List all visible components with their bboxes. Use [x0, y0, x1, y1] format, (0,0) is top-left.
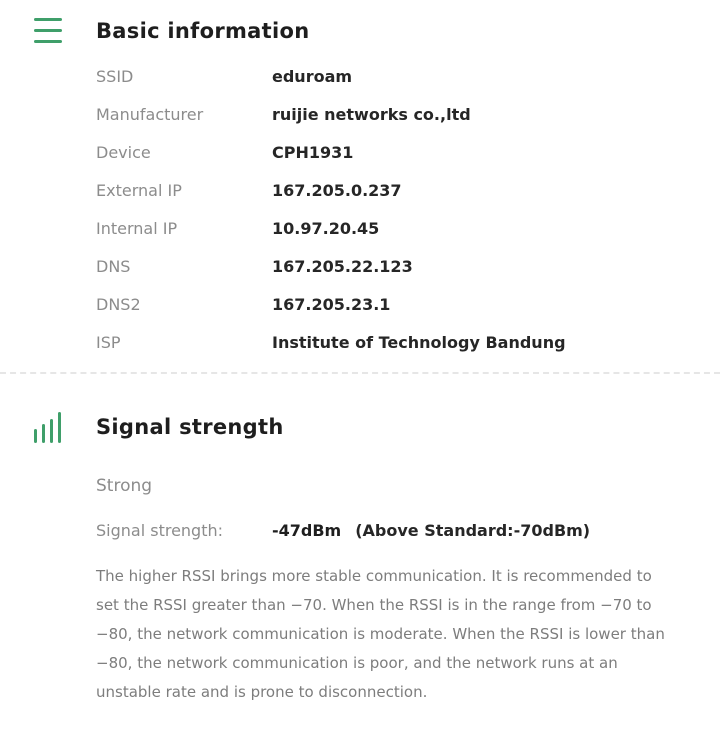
rssi-description: The higher RSSI brings more stable communication. It is recommended to set the RSSI greater than −70. When the RSSI is in the range from −70 to −80, the network communication is moderate. When the RSSI is lower than −80, the network communication is poor, and the network runs at an unstable rate and is prone to disconnection. — [96, 567, 665, 701]
row-label: DNS2 — [96, 294, 141, 314]
basic-info-title: Basic information — [96, 18, 310, 43]
row-label: ISP — [96, 332, 121, 352]
menu-line — [34, 29, 62, 32]
table-row — [96, 133, 720, 171]
table-row — [96, 171, 720, 209]
row-value: eduroam — [272, 66, 353, 86]
menu-lines-icon — [34, 18, 62, 43]
row-value: Institute of Technology Bandung — [272, 332, 566, 352]
signal-bar — [58, 412, 61, 443]
table-row — [96, 95, 720, 133]
row-label: Internal IP — [96, 218, 178, 238]
signal-bar — [34, 429, 37, 443]
row-label: External IP — [96, 180, 182, 200]
table-row — [96, 285, 720, 323]
table-row — [96, 57, 720, 95]
signal-quality-text: Strong — [96, 476, 153, 496]
menu-line — [34, 18, 62, 21]
row-value: 10.97.20.45 — [272, 218, 380, 238]
table-row — [96, 247, 720, 285]
row-label: DNS — [96, 256, 131, 276]
row-value: ruijie networks co.,ltd — [272, 104, 471, 124]
signal-standard-note: (Above Standard:-70dBm) — [355, 521, 591, 540]
table-row — [96, 323, 720, 361]
dashed-divider — [0, 372, 720, 374]
row-label: Manufacturer — [96, 104, 204, 124]
row-value: 167.205.0.237 — [272, 180, 402, 200]
basic-info-header — [0, 0, 720, 43]
signal-bars-icon — [34, 411, 62, 443]
menu-line — [34, 40, 62, 43]
row-value: 167.205.23.1 — [272, 294, 391, 314]
row-label: SSID — [96, 66, 134, 86]
row-label: Device — [96, 142, 151, 162]
row-value: CPH1931 — [272, 142, 354, 162]
signal-bar — [42, 424, 45, 443]
signal-value-group — [272, 521, 590, 540]
signal-strength-title: Signal strength — [96, 415, 284, 439]
basic-info-rows — [96, 57, 720, 361]
table-row — [96, 209, 720, 247]
signal-strength-row — [96, 521, 720, 540]
row-value: 167.205.22.123 — [272, 256, 413, 276]
signal-dbm-value: -47dBm — [272, 521, 342, 540]
signal-bar — [50, 419, 53, 443]
signal-strength-label: Signal strength: — [96, 521, 224, 540]
signal-strength-header — [0, 411, 720, 443]
